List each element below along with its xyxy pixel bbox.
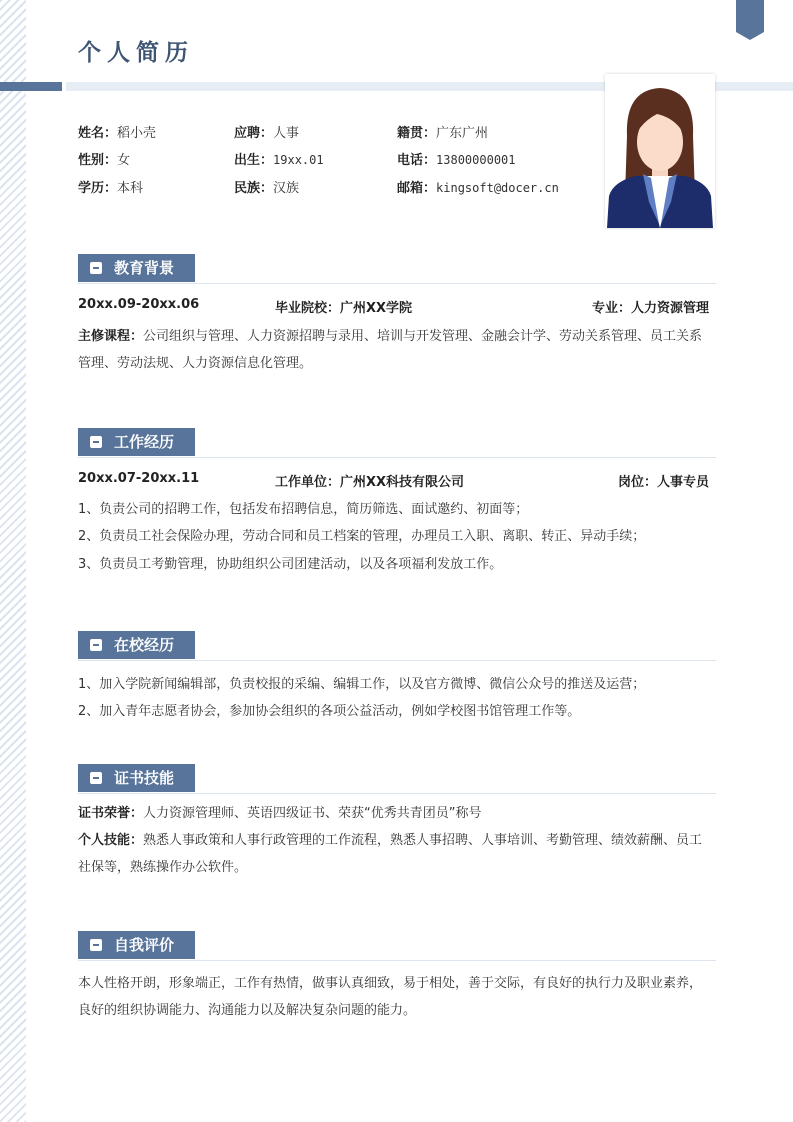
info-phone: 电话：13800000001: [397, 153, 516, 168]
work-period: 20xx.07-20xx.11: [78, 471, 200, 486]
info-name: 姓名：稻小壳: [78, 126, 157, 141]
layers-icon: [90, 639, 102, 651]
info-gender: 性别：女: [78, 153, 131, 168]
section-divider: [78, 793, 716, 794]
section-tag: [78, 631, 195, 659]
page-title: 个人简历: [78, 40, 194, 66]
section-tag: [78, 931, 195, 959]
work-item: 1、负责公司的招聘工作，包括发布招聘信息，简历筛选、面试邀约、初面等；: [78, 502, 529, 517]
certificate-icon: [90, 772, 102, 784]
info-birth: 出生：19xx.01: [234, 153, 324, 168]
education-period: 20xx.09-20xx.06: [78, 297, 200, 312]
campus-item: 2、加入青年志愿者协会，参加协会组织的各项公益活动，例如学校图书馆管理工作等。: [78, 704, 581, 719]
work-position: 岗位：人事专员: [617, 475, 709, 490]
section-divider: [78, 960, 716, 961]
education-major: 专业：人力资源管理: [591, 301, 709, 316]
section-tag: [78, 764, 195, 792]
section-title: 证书技能: [114, 769, 175, 787]
section-title: 在校经历: [114, 636, 175, 654]
info-email: 邮箱：kingsoft@docer.cn: [397, 181, 559, 196]
header-bar-accent: [0, 82, 62, 91]
section-title: 教育背景: [114, 259, 175, 277]
work-item: 3、负责员工考勤管理，协助组织公司团建活动，以及各项福利发放工作。: [78, 557, 503, 572]
skills-certificates: 证书荣誉：人力资源管理师、英语四级证书、荣获“优秀共青团员”称号: [78, 806, 482, 821]
education-courses: 主修课程：公司组织与管理、人力资源招聘与录用、培训与开发管理、金融会计学、劳动关系管理、员工关系管理、劳动法规、人力资源信息化管理。: [78, 329, 703, 371]
bookmark-ribbon: [736, 0, 764, 40]
section-divider: [78, 283, 716, 284]
folder-icon: [90, 262, 102, 274]
decorative-stripe: [0, 0, 26, 1122]
section-tag: [78, 428, 195, 456]
section-title: 自我评价: [114, 936, 175, 954]
info-ethnicity: 民族：汉族: [234, 181, 300, 196]
section-tag: [78, 254, 195, 282]
skills-abilities: 个人技能：熟悉人事政策和人事行政管理的工作流程，熟悉人事招聘、人事培训、考勤管理、绩效薪酬、员工社保等，熟练操作办公软件。: [78, 833, 703, 875]
info-apply: 应聘：人事: [234, 126, 300, 141]
info-origin: 籍贯：广东广州: [397, 126, 489, 141]
info-education: 学历：本科: [78, 181, 144, 196]
comment-icon: [90, 939, 102, 951]
section-title: 工作经历: [114, 433, 175, 451]
edit-icon: [90, 436, 102, 448]
campus-item: 1、加入学院新闻编辑部，负责校报的采编、编辑工作，以及官方微博、微信公众号的推送及运营；: [78, 677, 646, 692]
section-divider: [78, 457, 716, 458]
work-item: 2、负责员工社会保险办理，劳动合同和员工档案的管理，办理员工入职、离职、转正、异动手续；: [78, 529, 646, 544]
education-school: 毕业院校：广州XX学院: [275, 301, 413, 316]
work-company: 工作单位：广州XX科技有限公司: [275, 475, 465, 490]
self-eval-text: 本人性格开朗，形象端正，工作有热情，做事认真细致，易于相处，善于交际，有良好的执行力及职业素养，良好的组织协调能力、沟通能力以及解决复杂问题的能力。: [78, 976, 703, 1018]
profile-photo: [605, 74, 715, 228]
section-divider: [78, 660, 716, 661]
